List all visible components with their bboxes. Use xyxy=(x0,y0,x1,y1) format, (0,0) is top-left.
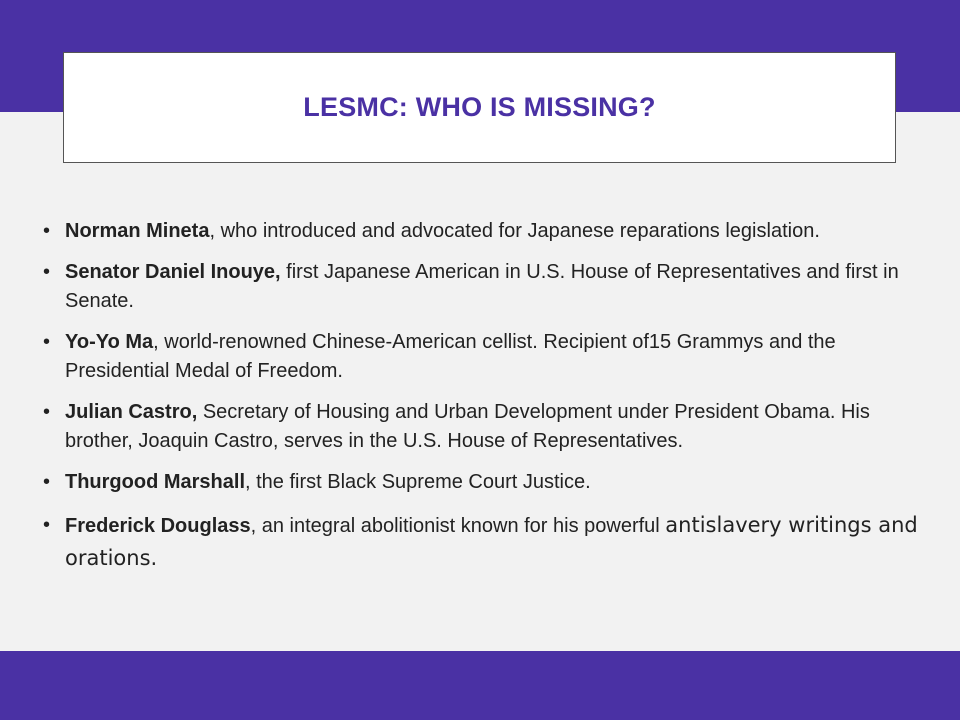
bullet-text: , an integral abolitionist known for his powerful xyxy=(250,515,666,537)
bullet-item-norman-mineta xyxy=(40,217,930,246)
bullet-name: Senator Daniel Inouye, xyxy=(65,261,281,283)
bullet-item-frederick-douglass xyxy=(40,509,930,575)
bullet-name: Norman Mineta xyxy=(65,220,210,242)
slide-title: LESMC: WHO IS MISSING? xyxy=(303,92,656,122)
bullet-name: Frederick Douglass xyxy=(65,515,251,537)
title-box xyxy=(63,52,896,163)
bullet-text: , world-renowned Chinese-American cellist. Recipient of15 Grammys and the Presidential Medal of Freedom. xyxy=(65,331,836,382)
bullet-text: first Japanese American in U.S. House of Representatives and first in Senate. xyxy=(65,261,899,312)
bullet-dot-icon: • xyxy=(43,220,51,242)
bullet-item-daniel-inouye xyxy=(40,258,930,316)
bullet-text: , the first Black Supreme Court Justice. xyxy=(245,471,591,493)
bullet-dot-icon: • xyxy=(43,401,51,423)
bullet-text-tail: antislavery writings and orations. xyxy=(65,513,918,570)
bullet-item-julian-castro xyxy=(40,398,930,456)
bullet-list xyxy=(40,217,930,587)
bullet-item-yo-yo-ma xyxy=(40,328,930,386)
bullet-name: Thurgood Marshall xyxy=(65,471,245,493)
bottom-accent-band xyxy=(0,651,960,720)
bullet-dot-icon: • xyxy=(43,261,51,283)
bullet-name: Julian Castro, xyxy=(65,401,198,423)
bullet-text: Secretary of Housing and Urban Development under President Obama. His brother, Joaquin Castro, serves in the U.S. House of Representatives. xyxy=(65,401,870,452)
bullet-dot-icon: • xyxy=(43,471,51,493)
bullet-name: Yo-Yo Ma xyxy=(65,331,154,353)
bullet-dot-icon: • xyxy=(43,514,51,536)
bullet-item-thurgood-marshall xyxy=(40,468,930,497)
bullet-text: , who introduced and advocated for Japanese reparations legislation. xyxy=(209,220,820,242)
bullet-dot-icon: • xyxy=(43,331,51,353)
